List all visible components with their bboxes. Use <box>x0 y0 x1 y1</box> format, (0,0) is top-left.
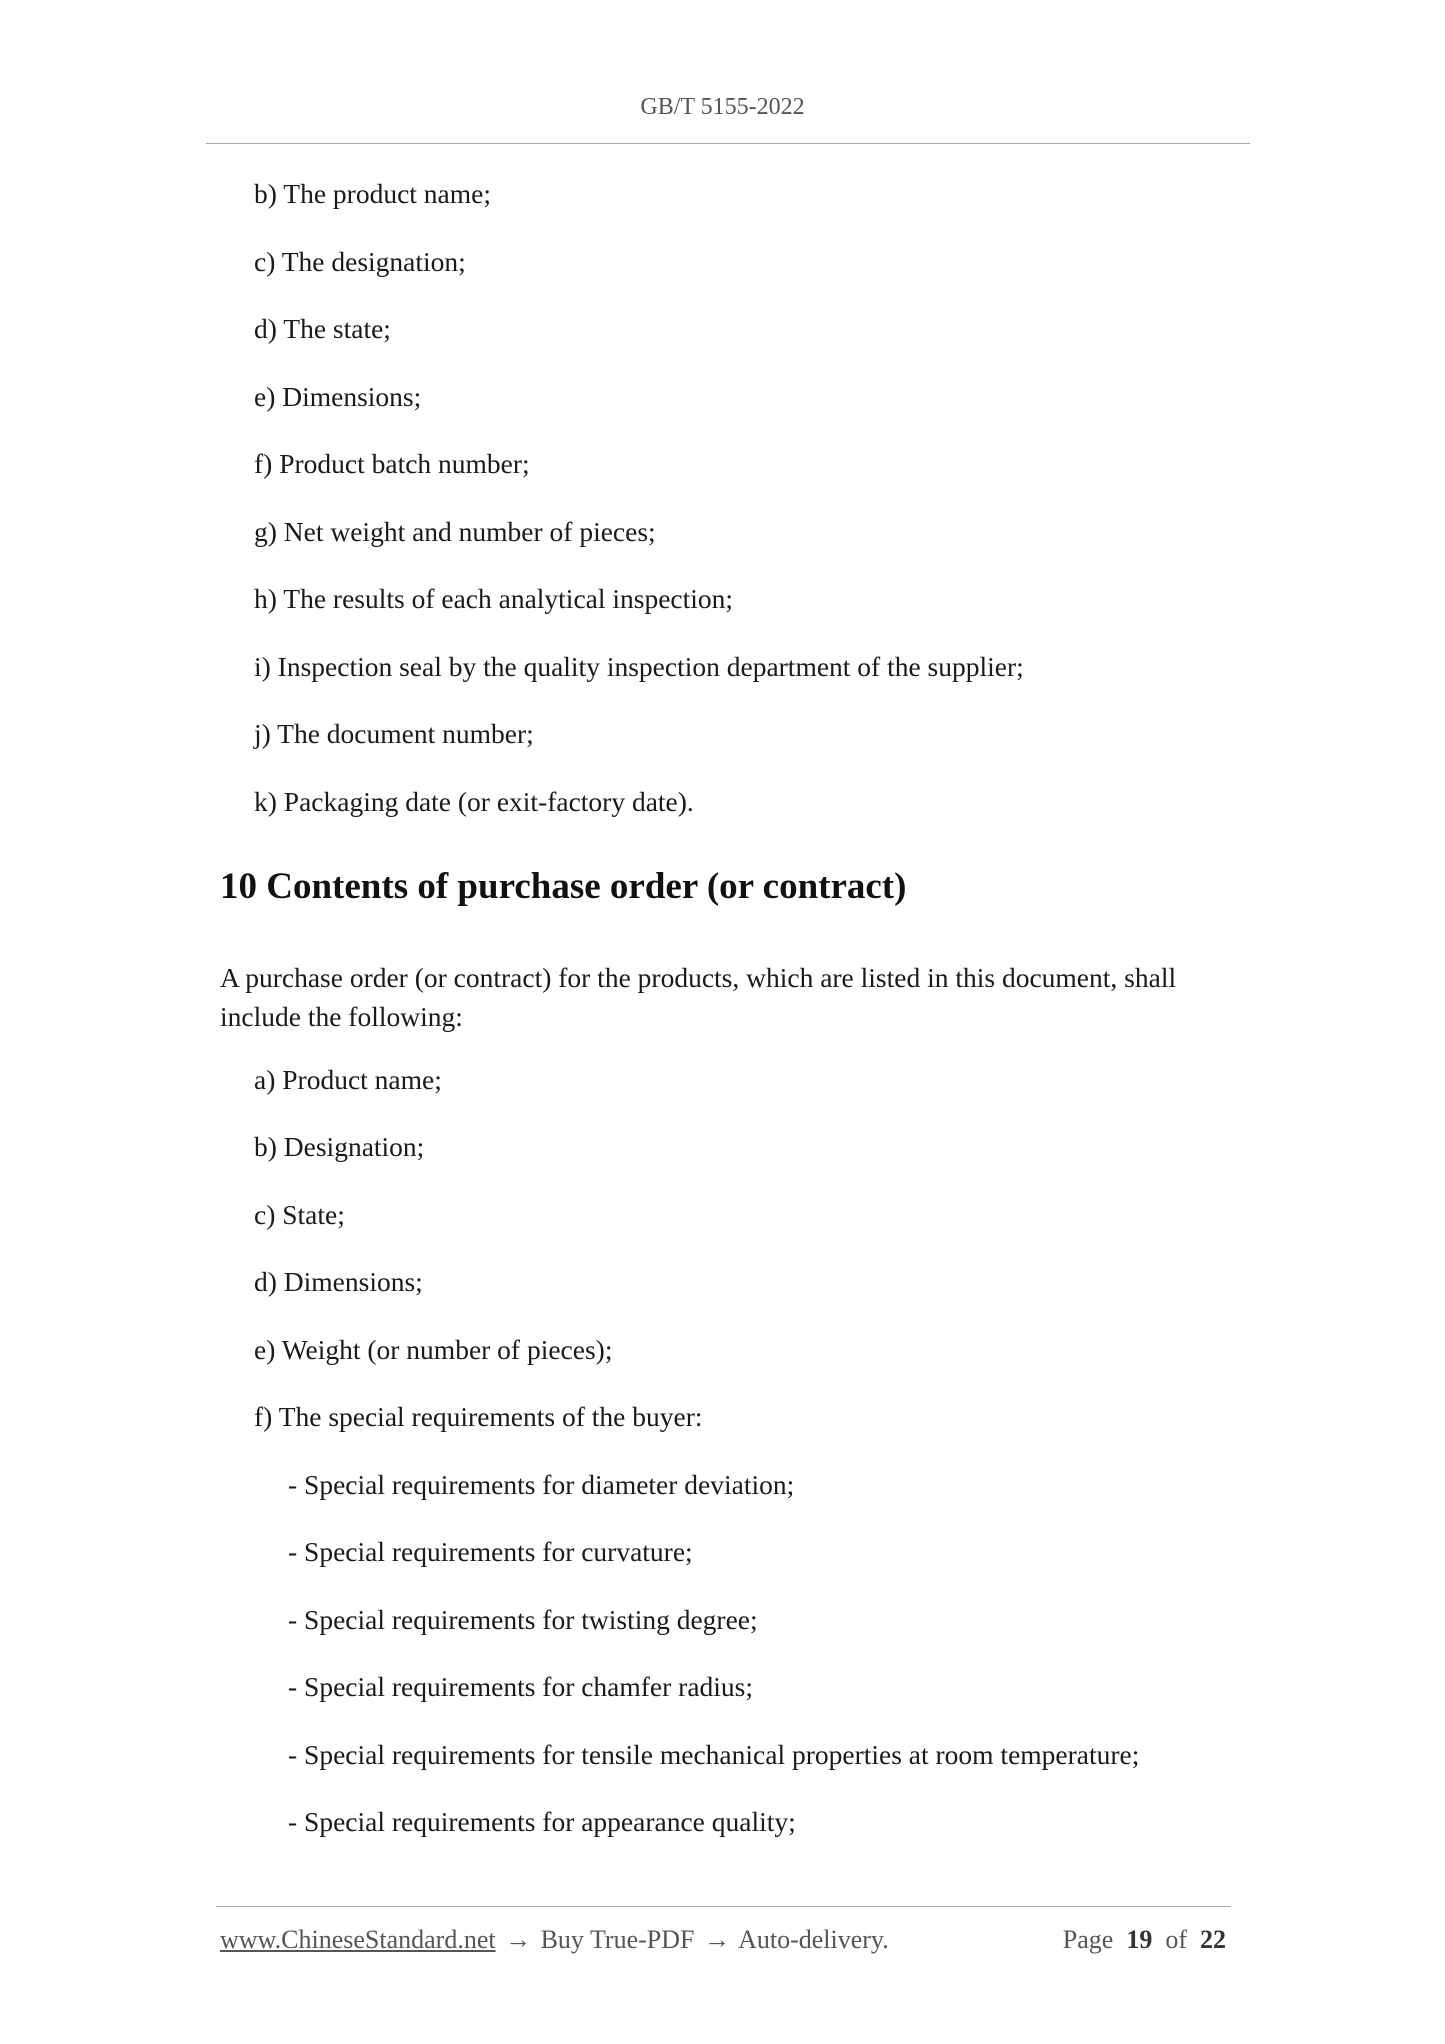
section-heading: 10 Contents of purchase order (or contract) <box>220 866 907 907</box>
footer-buy-text: Buy True-PDF <box>540 1925 695 1954</box>
order-list-item: b) Designation; <box>254 1131 425 1162</box>
page-number <box>1063 1925 1226 1955</box>
list-item: k) Packaging date (or exit-factory date). <box>254 786 694 817</box>
order-list-item: e) Weight (or number of pieces); <box>254 1334 613 1365</box>
document-header-title: GB/T 5155-2022 <box>640 94 805 120</box>
header-divider <box>206 143 1250 144</box>
special-requirement-item: - Special requirements for curvature; <box>288 1536 693 1567</box>
special-requirement-item: - Special requirements for twisting degree; <box>288 1604 758 1635</box>
list-item: d) The state; <box>254 313 391 344</box>
list-item: g) Net weight and number of pieces; <box>254 516 656 547</box>
list-item: c) The designation; <box>254 246 466 277</box>
special-requirement-item: - Special requirements for diameter deviation; <box>288 1469 795 1500</box>
order-list-item: d) Dimensions; <box>254 1266 423 1297</box>
special-requirement-item: - Special requirements for chamfer radius; <box>288 1671 754 1702</box>
footer-website-link[interactable]: www.ChineseStandard.net <box>220 1925 496 1954</box>
current-page: 19 <box>1126 1925 1153 1954</box>
order-list-item: c) State; <box>254 1199 345 1230</box>
page-label: Page <box>1062 1925 1114 1954</box>
footer-promo <box>220 1925 889 1955</box>
order-list-item: f) The special requirements of the buyer: <box>254 1401 703 1432</box>
list-item: h) The results of each analytical inspection; <box>254 583 734 614</box>
special-requirement-item: - Special requirements for appearance quality; <box>288 1806 796 1837</box>
arrow-right-icon: → <box>505 1925 532 1954</box>
list-item: b) The product name; <box>254 178 491 209</box>
total-pages: 22 <box>1200 1925 1226 1954</box>
of-label: of <box>1165 1925 1187 1954</box>
list-item: f) Product batch number; <box>254 448 530 479</box>
order-list-item: a) Product name; <box>254 1064 442 1095</box>
footer-delivery-text: Auto-delivery. <box>738 1925 889 1954</box>
list-item: j) The document number; <box>254 718 534 749</box>
footer-divider <box>216 1906 1231 1907</box>
special-requirement-item: - Special requirements for tensile mechanical properties at room temperature; <box>288 1739 1140 1770</box>
arrow-right-icon: → <box>704 1925 730 1954</box>
section-intro-paragraph: A purchase order (or contract) for the products, which are listed in this document, shall include the following: <box>220 962 1177 1032</box>
list-item: i) Inspection seal by the quality inspection department of the supplier; <box>254 651 1024 682</box>
list-item: e) Dimensions; <box>254 381 422 412</box>
